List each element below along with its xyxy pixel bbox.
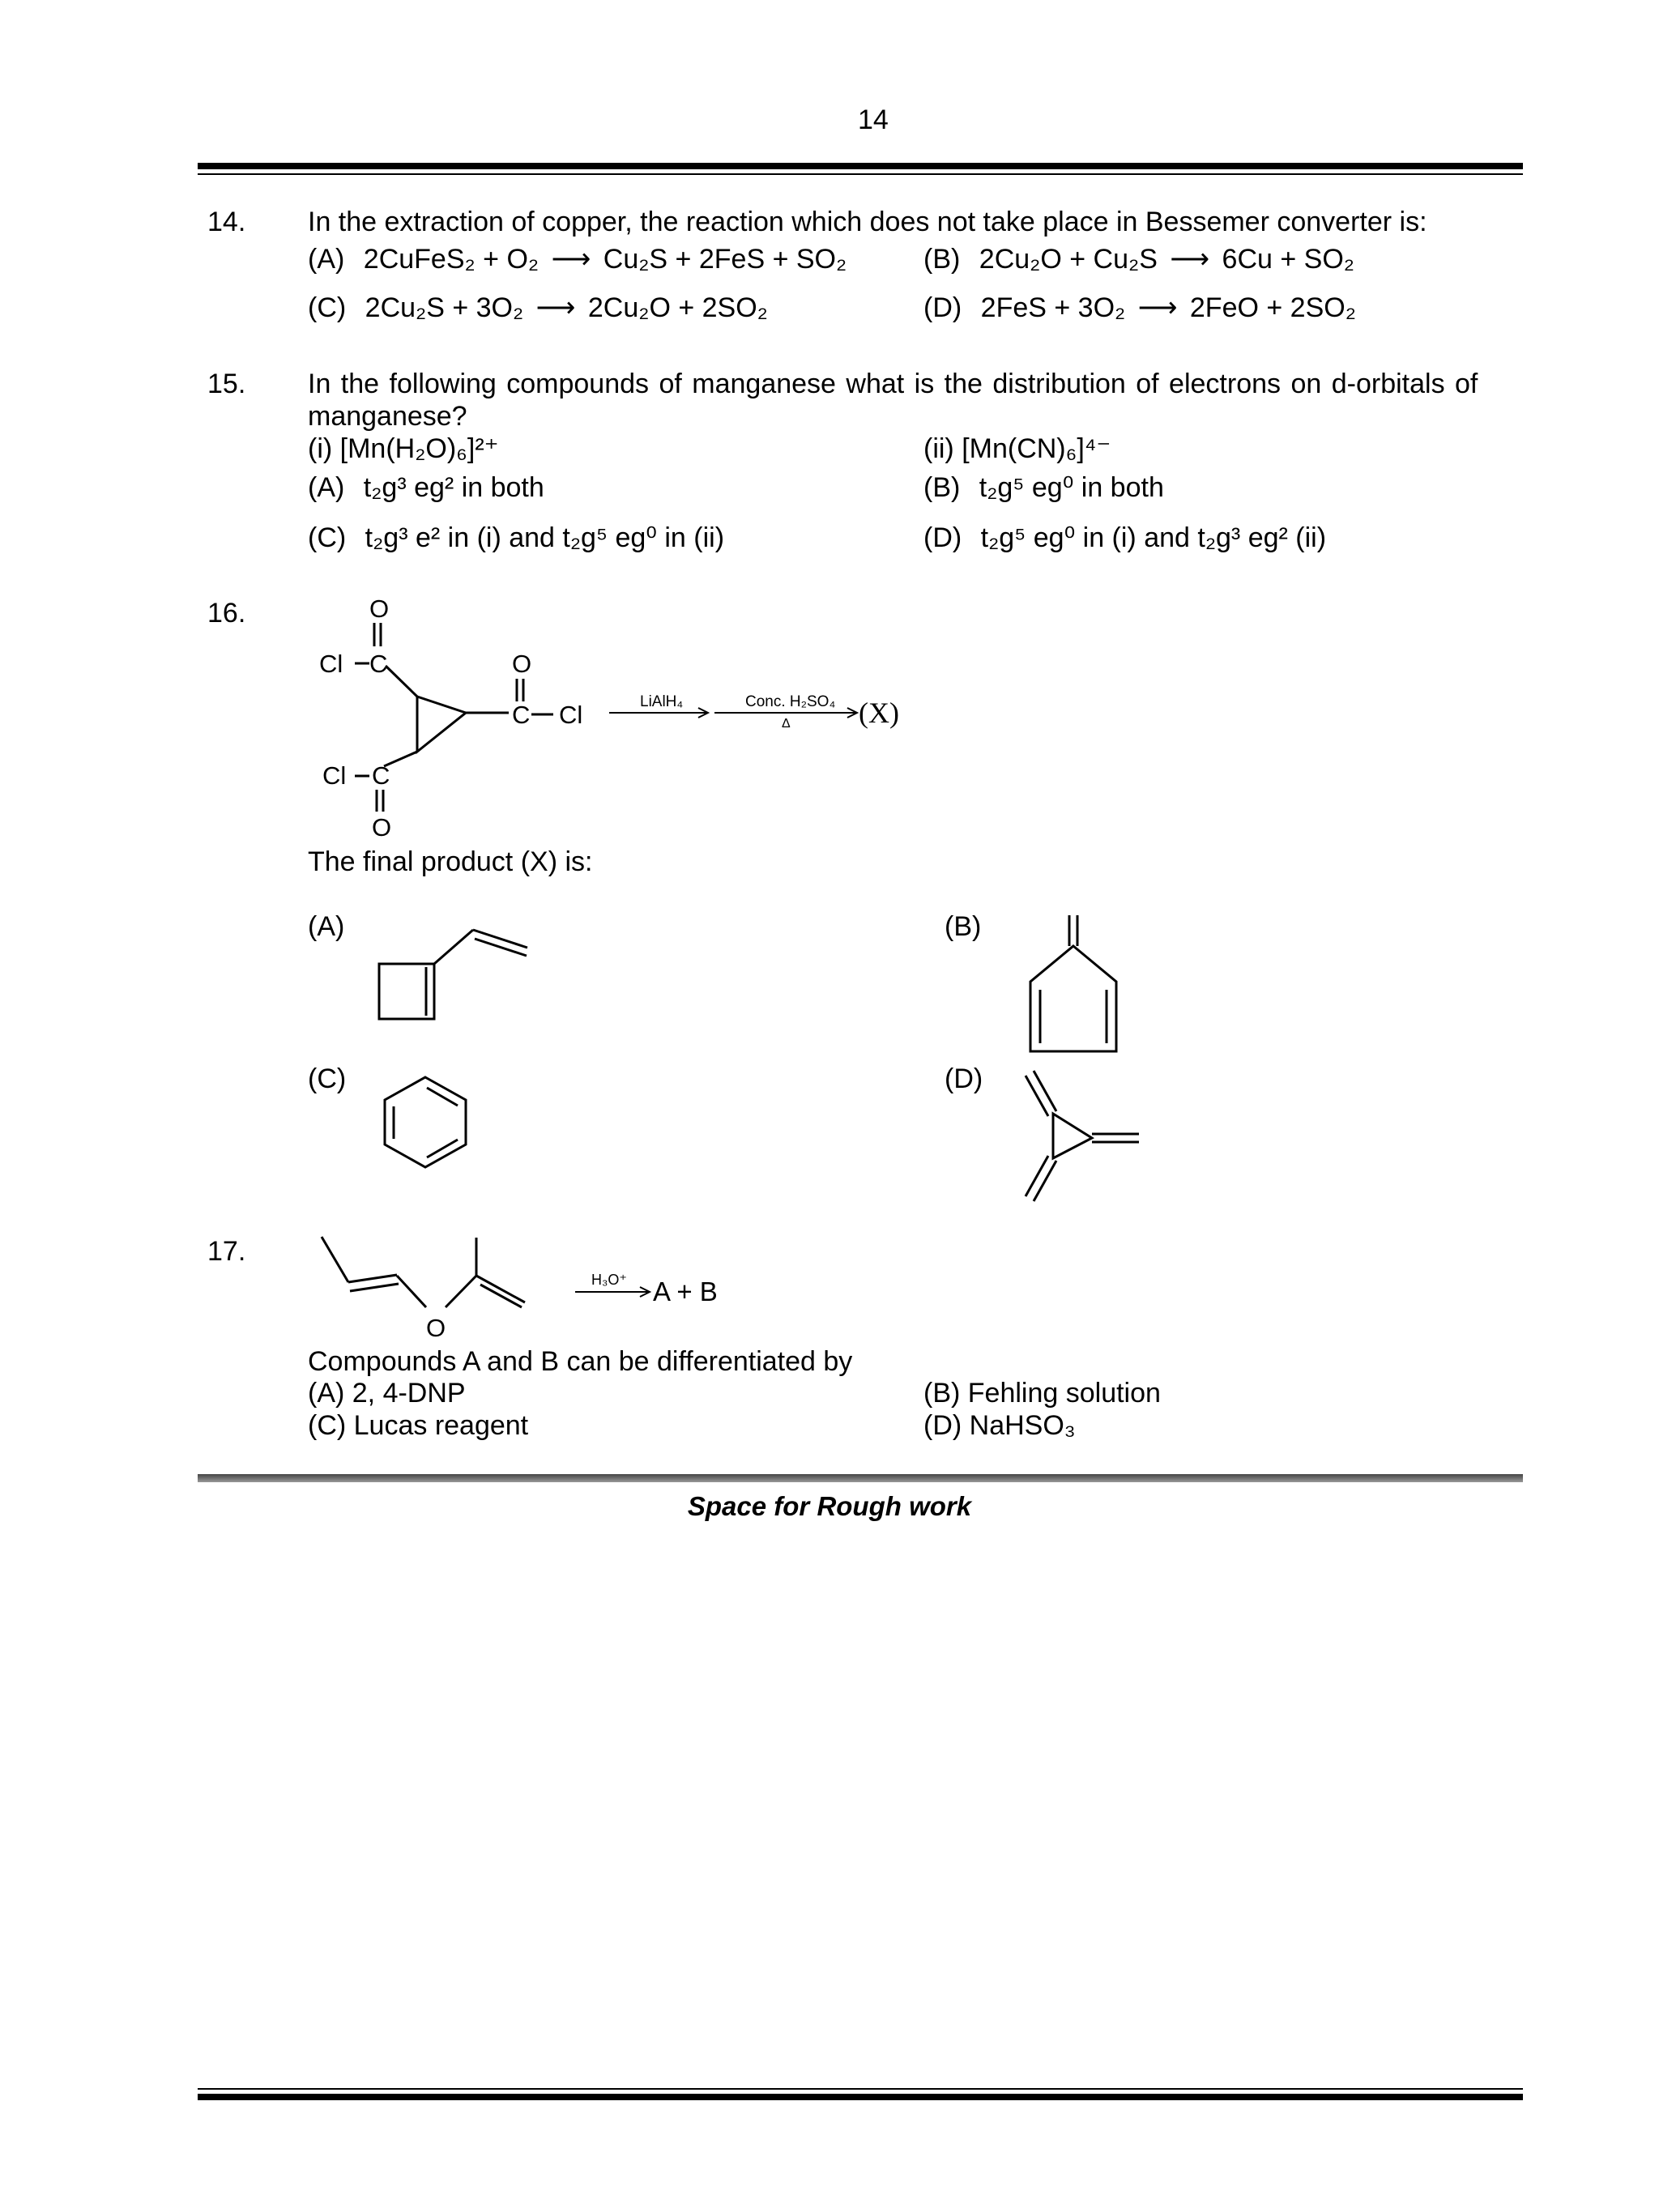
atom-oxygen: O	[426, 1314, 446, 1342]
reagent-heat-condition: Δ	[782, 717, 791, 731]
footer-rule-thick	[198, 2094, 1523, 2100]
option-label: (D)	[923, 522, 962, 553]
option-a	[308, 474, 544, 501]
rough-work-label: Space for Rough work	[687, 1491, 972, 1521]
question-text-continued: manganese?	[308, 401, 467, 432]
rough-work-rule	[198, 1474, 1523, 1482]
reaction-products: Cu₂S + 2FeS + SO₂	[603, 244, 847, 275]
reaction-reactants: 2Cu₂O + Cu₂S	[979, 244, 1158, 275]
option-d-structure-trimethylenecyclopropane	[1021, 1065, 1150, 1211]
option-label: (A)	[308, 244, 345, 275]
atom-carbon: C	[512, 701, 531, 729]
reaction-arrow-icon: ⟶	[1170, 244, 1210, 275]
question-number: 16.	[207, 598, 246, 629]
compound-ii: (ii) [Mn(CN)₆]⁴⁻	[923, 433, 1111, 464]
reaction-reactants: 2Cu₂S + 3O₂	[365, 292, 524, 323]
option-label: (C)	[308, 522, 347, 553]
question-number: 15.	[207, 369, 246, 399]
atom-chlorine: Cl	[319, 650, 343, 678]
reaction-scheme-16	[599, 680, 907, 753]
reagent-lialh4: LiAlH₄	[640, 693, 684, 710]
reaction-arrow-icon: ⟶	[535, 292, 576, 323]
option-b-label: (B)	[945, 911, 982, 942]
header-rule-thick	[198, 163, 1523, 169]
reactant-structure-cyclopropane-tricarbonyl-chloride	[308, 583, 599, 842]
reaction-reactants: 2FeS + 3O₂	[980, 292, 1126, 323]
option-c: (C) Lucas reagent	[308, 1410, 529, 1441]
option-b: (B) Fehling solution	[923, 1378, 1161, 1409]
products-a-b: A + B	[653, 1276, 718, 1306]
reaction-arrow-icon: ⟶	[551, 244, 591, 275]
option-c	[308, 524, 724, 552]
option-d-label: (D)	[945, 1063, 983, 1094]
option-b	[923, 245, 1354, 273]
page-number: 14	[858, 104, 889, 135]
option-d	[923, 524, 1326, 552]
option-c	[308, 294, 768, 322]
option-text: t₂g⁵ eg⁰ in both	[979, 472, 1164, 503]
option-b-structure-fulvene	[1017, 907, 1130, 1061]
atom-oxygen: O	[372, 813, 392, 842]
footer-rule-thin	[198, 2088, 1523, 2090]
option-label: (B)	[923, 472, 961, 503]
option-text: t₂g⁵ eg⁰ in (i) and t₂g³ eg² (ii)	[980, 522, 1327, 553]
reagent-conc-h2so4: Conc. H₂SO₄	[745, 693, 836, 710]
reaction-scheme-17	[567, 1264, 761, 1312]
option-label: (B)	[923, 244, 961, 275]
reaction-reactants: 2CuFeS₂ + O₂	[363, 244, 539, 275]
reaction-products: 2FeO + 2SO₂	[1189, 292, 1356, 323]
header-rule-thin	[198, 173, 1523, 175]
atom-carbon: C	[372, 761, 390, 790]
question-number: 17.	[207, 1236, 246, 1267]
question-text: The final product (X) is:	[308, 846, 593, 877]
product-x: (X)	[859, 697, 899, 729]
option-d	[923, 294, 1356, 322]
option-a	[308, 245, 847, 273]
question-text: In the following compounds of manganese what is the distribution of electrons on d-orbitals of	[308, 369, 1478, 399]
option-text: t₂g³ eg² in both	[363, 472, 544, 503]
option-d: (D) NaHSO₃	[923, 1410, 1076, 1441]
question-text: Compounds A and B can be differentiated by	[308, 1346, 853, 1377]
question-number: 14.	[207, 207, 246, 237]
compound-i: (i) [Mn(H₂O)₆]²⁺	[308, 433, 499, 464]
atom-oxygen: O	[369, 595, 390, 623]
option-c-label: (C)	[308, 1063, 347, 1094]
option-a: (A) 2, 4-DNP	[308, 1378, 466, 1409]
option-a-label: (A)	[308, 911, 345, 942]
atom-oxygen: O	[512, 650, 532, 678]
reactant-structure-propenyl-isopropenyl-ether	[316, 1227, 559, 1349]
option-label: (D)	[923, 292, 962, 323]
atom-carbon: C	[369, 650, 388, 678]
option-label: (A)	[308, 472, 345, 503]
option-a-structure-vinylcyclobutene	[373, 907, 535, 1021]
reagent-hydronium: H₃O⁺	[591, 1272, 627, 1288]
option-label: (C)	[308, 292, 347, 323]
question-text: In the extraction of copper, the reaction which does not take place in Bessemer converter is:	[308, 207, 1427, 237]
reaction-arrow-icon: ⟶	[1137, 292, 1178, 323]
atom-chlorine: Cl	[322, 761, 347, 790]
reaction-products: 2Cu₂O + 2SO₂	[587, 292, 768, 323]
atom-chlorine: Cl	[559, 701, 583, 729]
option-text: t₂g³ e² in (i) and t₂g⁵ eg⁰ in (ii)	[365, 522, 725, 553]
option-c-structure-benzene	[377, 1069, 474, 1174]
option-b	[923, 474, 1164, 501]
reaction-products: 6Cu + SO₂	[1222, 244, 1354, 275]
